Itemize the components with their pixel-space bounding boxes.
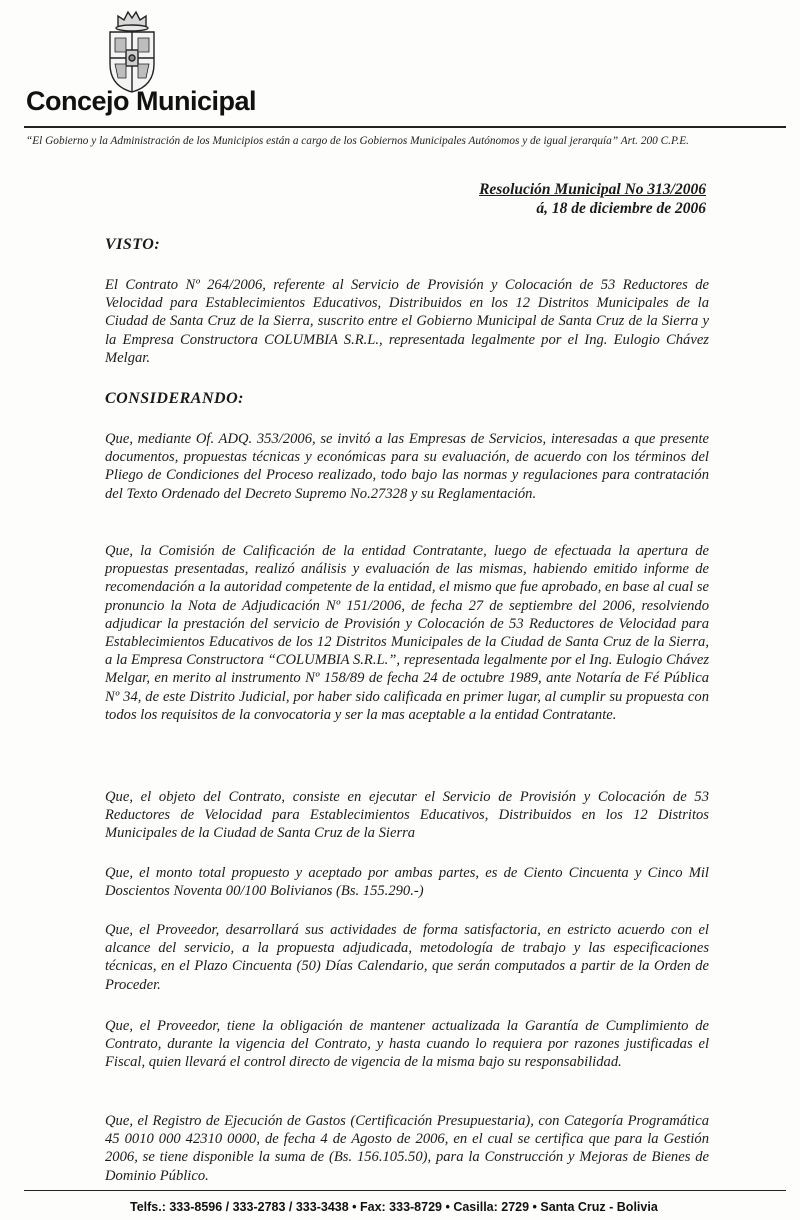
considerando-paragraph: Que, la Comisión de Calificación de la entidad Contratante, luego de efectuada la apertura de propuestas presentadas, realizó análisis y evaluación de las mismas, habiendo emitido informe de recomendación a la autoridad competente de la entidad, el mismo que fue aprobado, en base al cual se pronuncio la Nota de Adjudicación Nº 151/2006, de fecha 27 de septiembre del 2006, resolviendo adjudicar la prestación del servicio de Provisión y Colocación de 53 Reductores de Velocidad para Establecimientos Educativos de los 12 Distritos Municipales de la Ciudad de Santa Cruz de la Sierra, a la Empresa Constructora “COLUMBIA S.R.L.”, representada legalmente por el Ing. Eulogio Chávez Melgar, en merito al instrumento Nº 158/89 de fecha 24 de octubre 1989, ante Notaría de Fé Pública Nº 34, de este Distrito Judicial, por haber sido calificada en primer lugar, al cumplir su propuesta con todos los requisitos de la convocatoria y ser la mas aceptable a la entidad Contratante. xyxy=(105,543,709,723)
considerando-paragraph: Que, el Registro de Ejecución de Gastos (Certificación Presupuestaria), con Categoría Programática 45 0010 000 42310 0000, de fecha 4 de Agosto de 2006, en el cual se certifica que para la Gestión 2006, se tiene disponible la suma de (Bs. 156.105.50), para la Construcción y Mejoras de Bienes de Dominio Público. xyxy=(105,1113,709,1184)
considerando-paragraph: Que, mediante Of. ADQ. 353/2006, se invitó a las Empresas de Servicios, interesadas a que presente documentos, propuestas técnicas y económicas para su evaluación, de acuerdo con los términos del Pliego de Condiciones del Proceso realizado, todo bajo las normas y regulaciones para contratación del Texto Ordenado del Decreto Supremo No.27328 y su Reglamentación. xyxy=(105,431,709,502)
considerando-paragraph: Que, el objeto del Contrato, consiste en ejecutar el Servicio de Provisión y Colocación de 53 Reductores de Velocidad para Establecimientos Educativos, Distribuidos en los 12 Distritos Municipales de la Ciudad de Santa Cruz de la Sierra xyxy=(105,789,709,842)
considerando-paragraph: Que, el Proveedor, tiene la obligación de mantener actualizada la Garantía de Cumplimiento de Contrato, durante la vigencia del Contrato, y hasta cuando lo requiera por razones justificadas el Fiscal, quien llevará el control directo de vigencia de la misma bajo su responsabilidad. xyxy=(105,1018,709,1071)
footer-contact: Telfs.: 333-8596 / 333-2783 / 333-3438 • Fax: 333-8729 • Casilla: 2729 • Santa Cruz - Bolivia xyxy=(130,1200,658,1214)
motto: “El Gobierno y la Administración de los Municipios están a cargo de los Gobiernos Municipales Autónomos y de igual jerarquía” Art. 200 C.P.E. xyxy=(26,135,689,147)
visto-heading: VISTO: xyxy=(105,236,161,253)
coat-of-arms-icon xyxy=(104,8,160,94)
considerando-paragraph: Que, el monto total propuesto y aceptado por ambas partes, es de Ciento Cincuenta y Cinco Mil Doscientos Noventa 00/100 Bolivianos (Bs. 155.290.-) xyxy=(105,865,709,900)
header-divider xyxy=(24,126,786,128)
considerando-paragraph: Que, el Proveedor, desarrollará sus actividades de forma satisfactoria, en estricto acuerdo con el alcance del servicio, a la propuesta adjudicada, metodología de trabajo y las especificaciones técnicas, en el Plazo Cincuenta (50) Días Calendario, que serán computados a partir de la Orden de Proceder. xyxy=(105,922,709,993)
considerando-heading: CONSIDERANDO: xyxy=(105,390,244,407)
resolution-title: Resolución Municipal No 313/2006 xyxy=(479,181,706,198)
resolution-date: á, 18 de diciembre de 2006 xyxy=(536,200,706,217)
organization-name: Concejo Municipal xyxy=(26,86,257,116)
visto-paragraph: El Contrato Nº 264/2006, referente al Servicio de Provisión y Colocación de 53 Reductores de Velocidad para Establecimientos Educativos, Distribuidos en los 12 Distritos Municipales de la Ciudad de Santa Cruz de la Sierra, suscrito entre el Gobierno Municipal de Santa Cruz de la Sierra y la Empresa Constructora COLUMBIA S.R.L., representada legalmente por el Ing. Eulogio Chávez Melgar. xyxy=(105,277,709,366)
footer-divider xyxy=(24,1190,786,1191)
